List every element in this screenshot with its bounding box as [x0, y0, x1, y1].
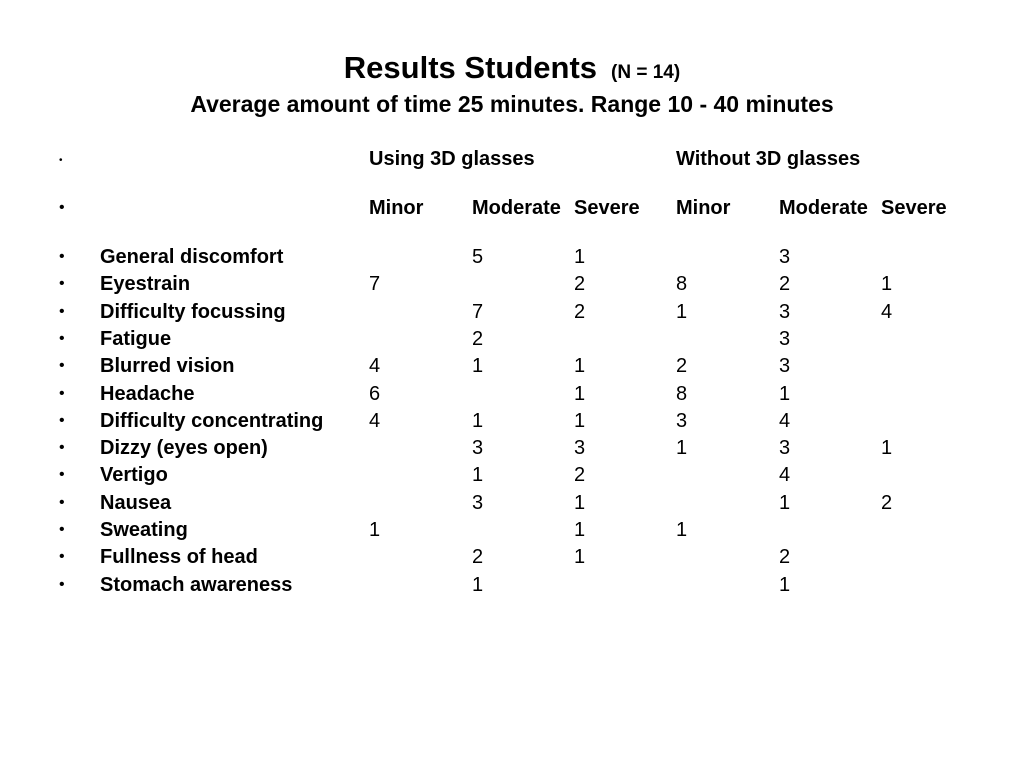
value-with-moderate: 1 — [472, 355, 484, 377]
value-with-moderate: 1 — [472, 464, 484, 486]
bullet: • — [59, 576, 65, 593]
value-with-severe: 1 — [574, 246, 586, 268]
header-with-severe: Severe — [574, 197, 640, 219]
symptom-label: Nausea — [100, 492, 172, 514]
symptom-label: Fatigue — [100, 328, 172, 350]
value-with-moderate: 2 — [472, 546, 484, 568]
value-without-moderate: 4 — [779, 464, 791, 486]
table-row — [0, 572, 1024, 598]
value-with-severe: 3 — [574, 437, 586, 459]
table-row — [0, 353, 1024, 379]
bullet: • — [59, 330, 65, 347]
value-without-moderate: 3 — [779, 437, 791, 459]
bullet: • — [59, 155, 63, 166]
value-with-moderate: 2 — [472, 328, 484, 350]
value-with-severe: 1 — [574, 410, 586, 432]
table-row — [0, 490, 1024, 516]
value-without-moderate: 2 — [779, 273, 791, 295]
value-with-moderate: 3 — [472, 437, 484, 459]
value-with-severe: 1 — [574, 546, 586, 568]
symptom-label: General discomfort — [100, 246, 284, 268]
header-with-moderate: Moderate — [472, 197, 561, 219]
value-without-minor: 1 — [676, 519, 688, 541]
bullet: • — [59, 303, 65, 320]
symptom-label: Difficulty focussing — [100, 301, 286, 323]
value-with-severe: 2 — [574, 464, 586, 486]
table-row — [0, 299, 1024, 325]
value-with-severe: 1 — [574, 355, 586, 377]
value-without-moderate: 1 — [779, 492, 791, 514]
value-without-minor: 8 — [676, 273, 688, 295]
value-with-severe: 2 — [574, 301, 586, 323]
header-group-with-3d: Using 3D glasses — [369, 148, 535, 170]
value-with-severe: 1 — [574, 492, 586, 514]
value-without-moderate: 4 — [779, 410, 791, 432]
value-without-moderate: 3 — [779, 355, 791, 377]
bullet: • — [59, 494, 65, 511]
symptom-label: Dizzy (eyes open) — [100, 437, 268, 459]
value-without-moderate: 2 — [779, 546, 791, 568]
symptom-label: Sweating — [100, 519, 188, 541]
value-without-minor: 8 — [676, 383, 688, 405]
symptom-label: Fullness of head — [100, 546, 258, 568]
value-without-severe: 4 — [881, 301, 893, 323]
bullet: • — [59, 248, 65, 265]
value-with-severe: 2 — [574, 273, 586, 295]
symptom-label: Eyestrain — [100, 273, 191, 295]
slide-title — [0, 48, 1024, 93]
table-row — [0, 381, 1024, 407]
bullet: • — [59, 275, 65, 292]
value-with-minor: 4 — [369, 355, 381, 377]
value-with-severe: 1 — [574, 383, 586, 405]
table-row — [0, 462, 1024, 488]
value-with-moderate: 1 — [472, 410, 484, 432]
value-without-moderate: 3 — [779, 328, 791, 350]
value-without-minor: 3 — [676, 410, 688, 432]
table-row — [0, 244, 1024, 270]
value-without-severe: 1 — [881, 273, 893, 295]
value-with-minor: 1 — [369, 519, 381, 541]
symptom-label: Stomach awareness — [100, 574, 293, 596]
bullet: • — [59, 412, 65, 429]
value-without-minor: 1 — [676, 437, 688, 459]
slide-subtitle: Average amount of time 25 minutes. Range 10 - 40 minutes — [190, 91, 834, 117]
value-without-severe: 2 — [881, 492, 893, 514]
bullet: • — [59, 199, 65, 216]
value-with-severe: 1 — [574, 519, 586, 541]
bullet: • — [59, 357, 65, 374]
symptom-label: Headache — [100, 383, 195, 405]
header-with-minor: Minor — [369, 197, 424, 219]
value-with-minor: 6 — [369, 383, 381, 405]
symptom-label: Blurred vision — [100, 355, 235, 377]
value-with-moderate: 1 — [472, 574, 484, 596]
value-with-minor: 4 — [369, 410, 381, 432]
value-without-minor: 1 — [676, 301, 688, 323]
header-group-row — [0, 146, 1024, 172]
bullet: • — [59, 439, 65, 456]
value-without-moderate: 1 — [779, 574, 791, 596]
value-with-moderate: 7 — [472, 301, 484, 323]
bullet: • — [59, 466, 65, 483]
value-with-moderate: 3 — [472, 492, 484, 514]
table-row — [0, 326, 1024, 352]
header-columns-row — [0, 195, 1024, 221]
value-with-minor: 7 — [369, 273, 381, 295]
value-without-severe: 1 — [881, 437, 893, 459]
value-without-minor: 2 — [676, 355, 688, 377]
bullet: • — [59, 385, 65, 402]
title-n-count: (N = 14) — [611, 62, 681, 83]
header-group-without-3d: Without 3D glasses — [676, 148, 861, 170]
title-main: Results Students — [343, 50, 598, 85]
bullet: • — [59, 521, 65, 538]
table-row — [0, 271, 1024, 297]
symptom-label: Difficulty concentrating — [100, 410, 324, 432]
value-with-moderate: 5 — [472, 246, 484, 268]
table-row — [0, 517, 1024, 543]
header-without-moderate: Moderate — [779, 197, 868, 219]
table-row — [0, 408, 1024, 434]
table-row — [0, 435, 1024, 461]
header-without-severe: Severe — [881, 197, 947, 219]
value-without-moderate: 3 — [779, 246, 791, 268]
header-without-minor: Minor — [676, 197, 731, 219]
symptom-label: Vertigo — [100, 464, 168, 486]
bullet: • — [59, 548, 65, 565]
value-without-moderate: 1 — [779, 383, 791, 405]
value-without-moderate: 3 — [779, 301, 791, 323]
table-row — [0, 544, 1024, 570]
